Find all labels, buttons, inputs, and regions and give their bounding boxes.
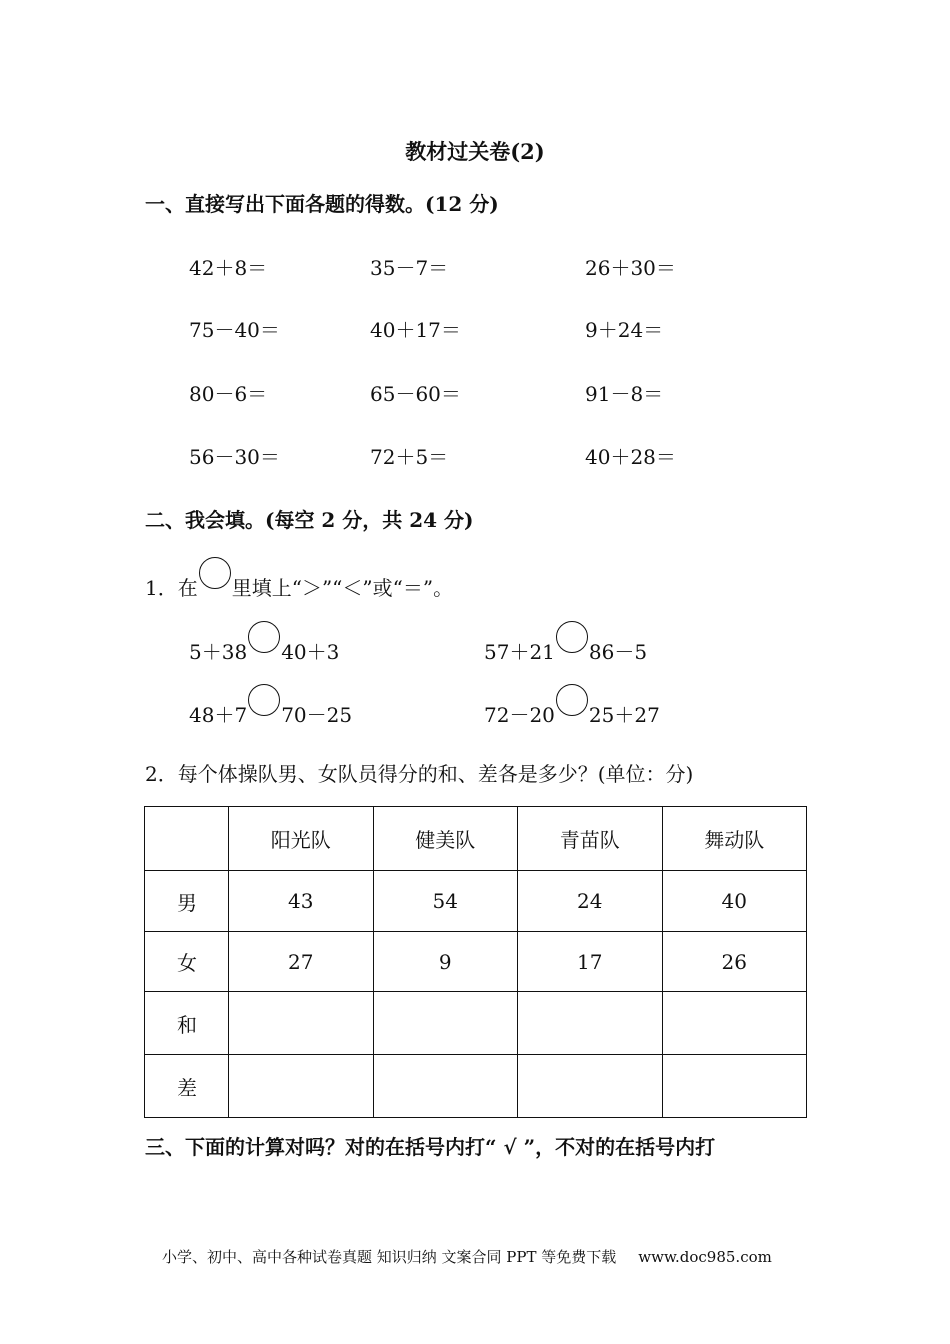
row-label: 女 bbox=[145, 932, 229, 992]
compare-circle-input[interactable] bbox=[248, 684, 280, 716]
table-row bbox=[145, 992, 807, 1055]
footer-url[interactable]: www.doc985.com bbox=[638, 1248, 772, 1266]
problem: 75－40＝ bbox=[189, 318, 280, 342]
table-row bbox=[145, 1055, 807, 1118]
footer bbox=[162, 1246, 772, 1267]
compare-item bbox=[484, 694, 660, 728]
problem: 9＋24＝ bbox=[585, 318, 664, 342]
answer-cell[interactable] bbox=[373, 1055, 518, 1118]
answer-cell[interactable] bbox=[373, 992, 518, 1055]
table-header-row bbox=[145, 807, 807, 871]
problem: 65－60＝ bbox=[370, 382, 461, 406]
problem: 56－30＝ bbox=[189, 445, 280, 469]
problem: 91－8＝ bbox=[585, 382, 664, 406]
problem: 40＋17＝ bbox=[370, 318, 461, 342]
problem: 42＋8＝ bbox=[189, 256, 268, 280]
table-header-cell: 青苗队 bbox=[518, 807, 663, 871]
compare-item bbox=[484, 631, 647, 665]
table-cell: 17 bbox=[518, 932, 663, 992]
table-cell: 24 bbox=[518, 871, 663, 932]
problem: 80－6＝ bbox=[189, 382, 268, 406]
compare-right: 86－5 bbox=[588, 640, 648, 664]
table-cell: 9 bbox=[373, 932, 518, 992]
answer-cell[interactable] bbox=[662, 1055, 807, 1118]
compare-circle-input[interactable] bbox=[556, 621, 588, 653]
compare-circle-input[interactable] bbox=[248, 621, 280, 653]
table-header-cell: 舞动队 bbox=[662, 807, 807, 871]
compare-item bbox=[189, 631, 339, 665]
compare-left: 57＋21 bbox=[484, 640, 555, 664]
section-1-heading: 一、直接写出下面各题的得数。(12 分) bbox=[145, 192, 499, 216]
table-header-cell: 健美队 bbox=[373, 807, 518, 871]
table-cell: 26 bbox=[662, 932, 807, 992]
row-label: 差 bbox=[145, 1055, 229, 1118]
table-header-cell bbox=[145, 807, 229, 871]
blank-circle-icon bbox=[199, 557, 231, 589]
section-3-heading: 三、下面的计算对吗？对的在括号内打“ √ ”，不对的在括号内打 bbox=[145, 1135, 716, 1159]
table-row bbox=[145, 932, 807, 992]
compare-item bbox=[189, 694, 352, 728]
answer-cell[interactable] bbox=[518, 1055, 663, 1118]
table-row bbox=[145, 871, 807, 932]
answer-cell[interactable] bbox=[229, 992, 374, 1055]
compare-right: 70－25 bbox=[281, 703, 353, 727]
instruction-suffix: 里填上“＞”“＜”或“＝”。 bbox=[231, 576, 454, 600]
answer-cell[interactable] bbox=[229, 1055, 374, 1118]
row-label: 和 bbox=[145, 992, 229, 1055]
footer-text: 小学、初中、高中各种试卷真题 知识归纳 文案合同 PPT 等免费下载 bbox=[162, 1248, 617, 1266]
score-table bbox=[144, 806, 807, 1118]
question-2-text: 2．每个体操队男、女队员得分的和、差各是多少？(单位：分) bbox=[145, 762, 694, 786]
table-cell: 43 bbox=[229, 871, 374, 932]
problem: 35－7＝ bbox=[370, 256, 449, 280]
table-cell: 40 bbox=[662, 871, 807, 932]
table-cell: 54 bbox=[373, 871, 518, 932]
answer-cell[interactable] bbox=[662, 992, 807, 1055]
compare-circle-input[interactable] bbox=[556, 684, 588, 716]
compare-right: 40＋3 bbox=[281, 640, 340, 664]
page-title: 教材过关卷(2) bbox=[405, 139, 545, 164]
compare-right: 25＋27 bbox=[588, 703, 660, 727]
table-header-cell: 阳光队 bbox=[229, 807, 374, 871]
compare-left: 72－20 bbox=[484, 703, 555, 727]
instruction-prefix: 1．在 bbox=[145, 576, 198, 600]
problem: 40＋28＝ bbox=[585, 445, 676, 469]
answer-cell[interactable] bbox=[518, 992, 663, 1055]
section-2-heading: 二、我会填。(每空 2 分，共 24 分) bbox=[145, 508, 474, 532]
compare-left: 48＋7 bbox=[189, 703, 248, 727]
table-cell: 27 bbox=[229, 932, 374, 992]
problem: 26＋30＝ bbox=[585, 256, 676, 280]
compare-left: 5＋38 bbox=[189, 640, 248, 664]
problem: 72＋5＝ bbox=[370, 445, 449, 469]
question-1-instruction bbox=[145, 567, 453, 601]
row-label: 男 bbox=[145, 871, 229, 932]
